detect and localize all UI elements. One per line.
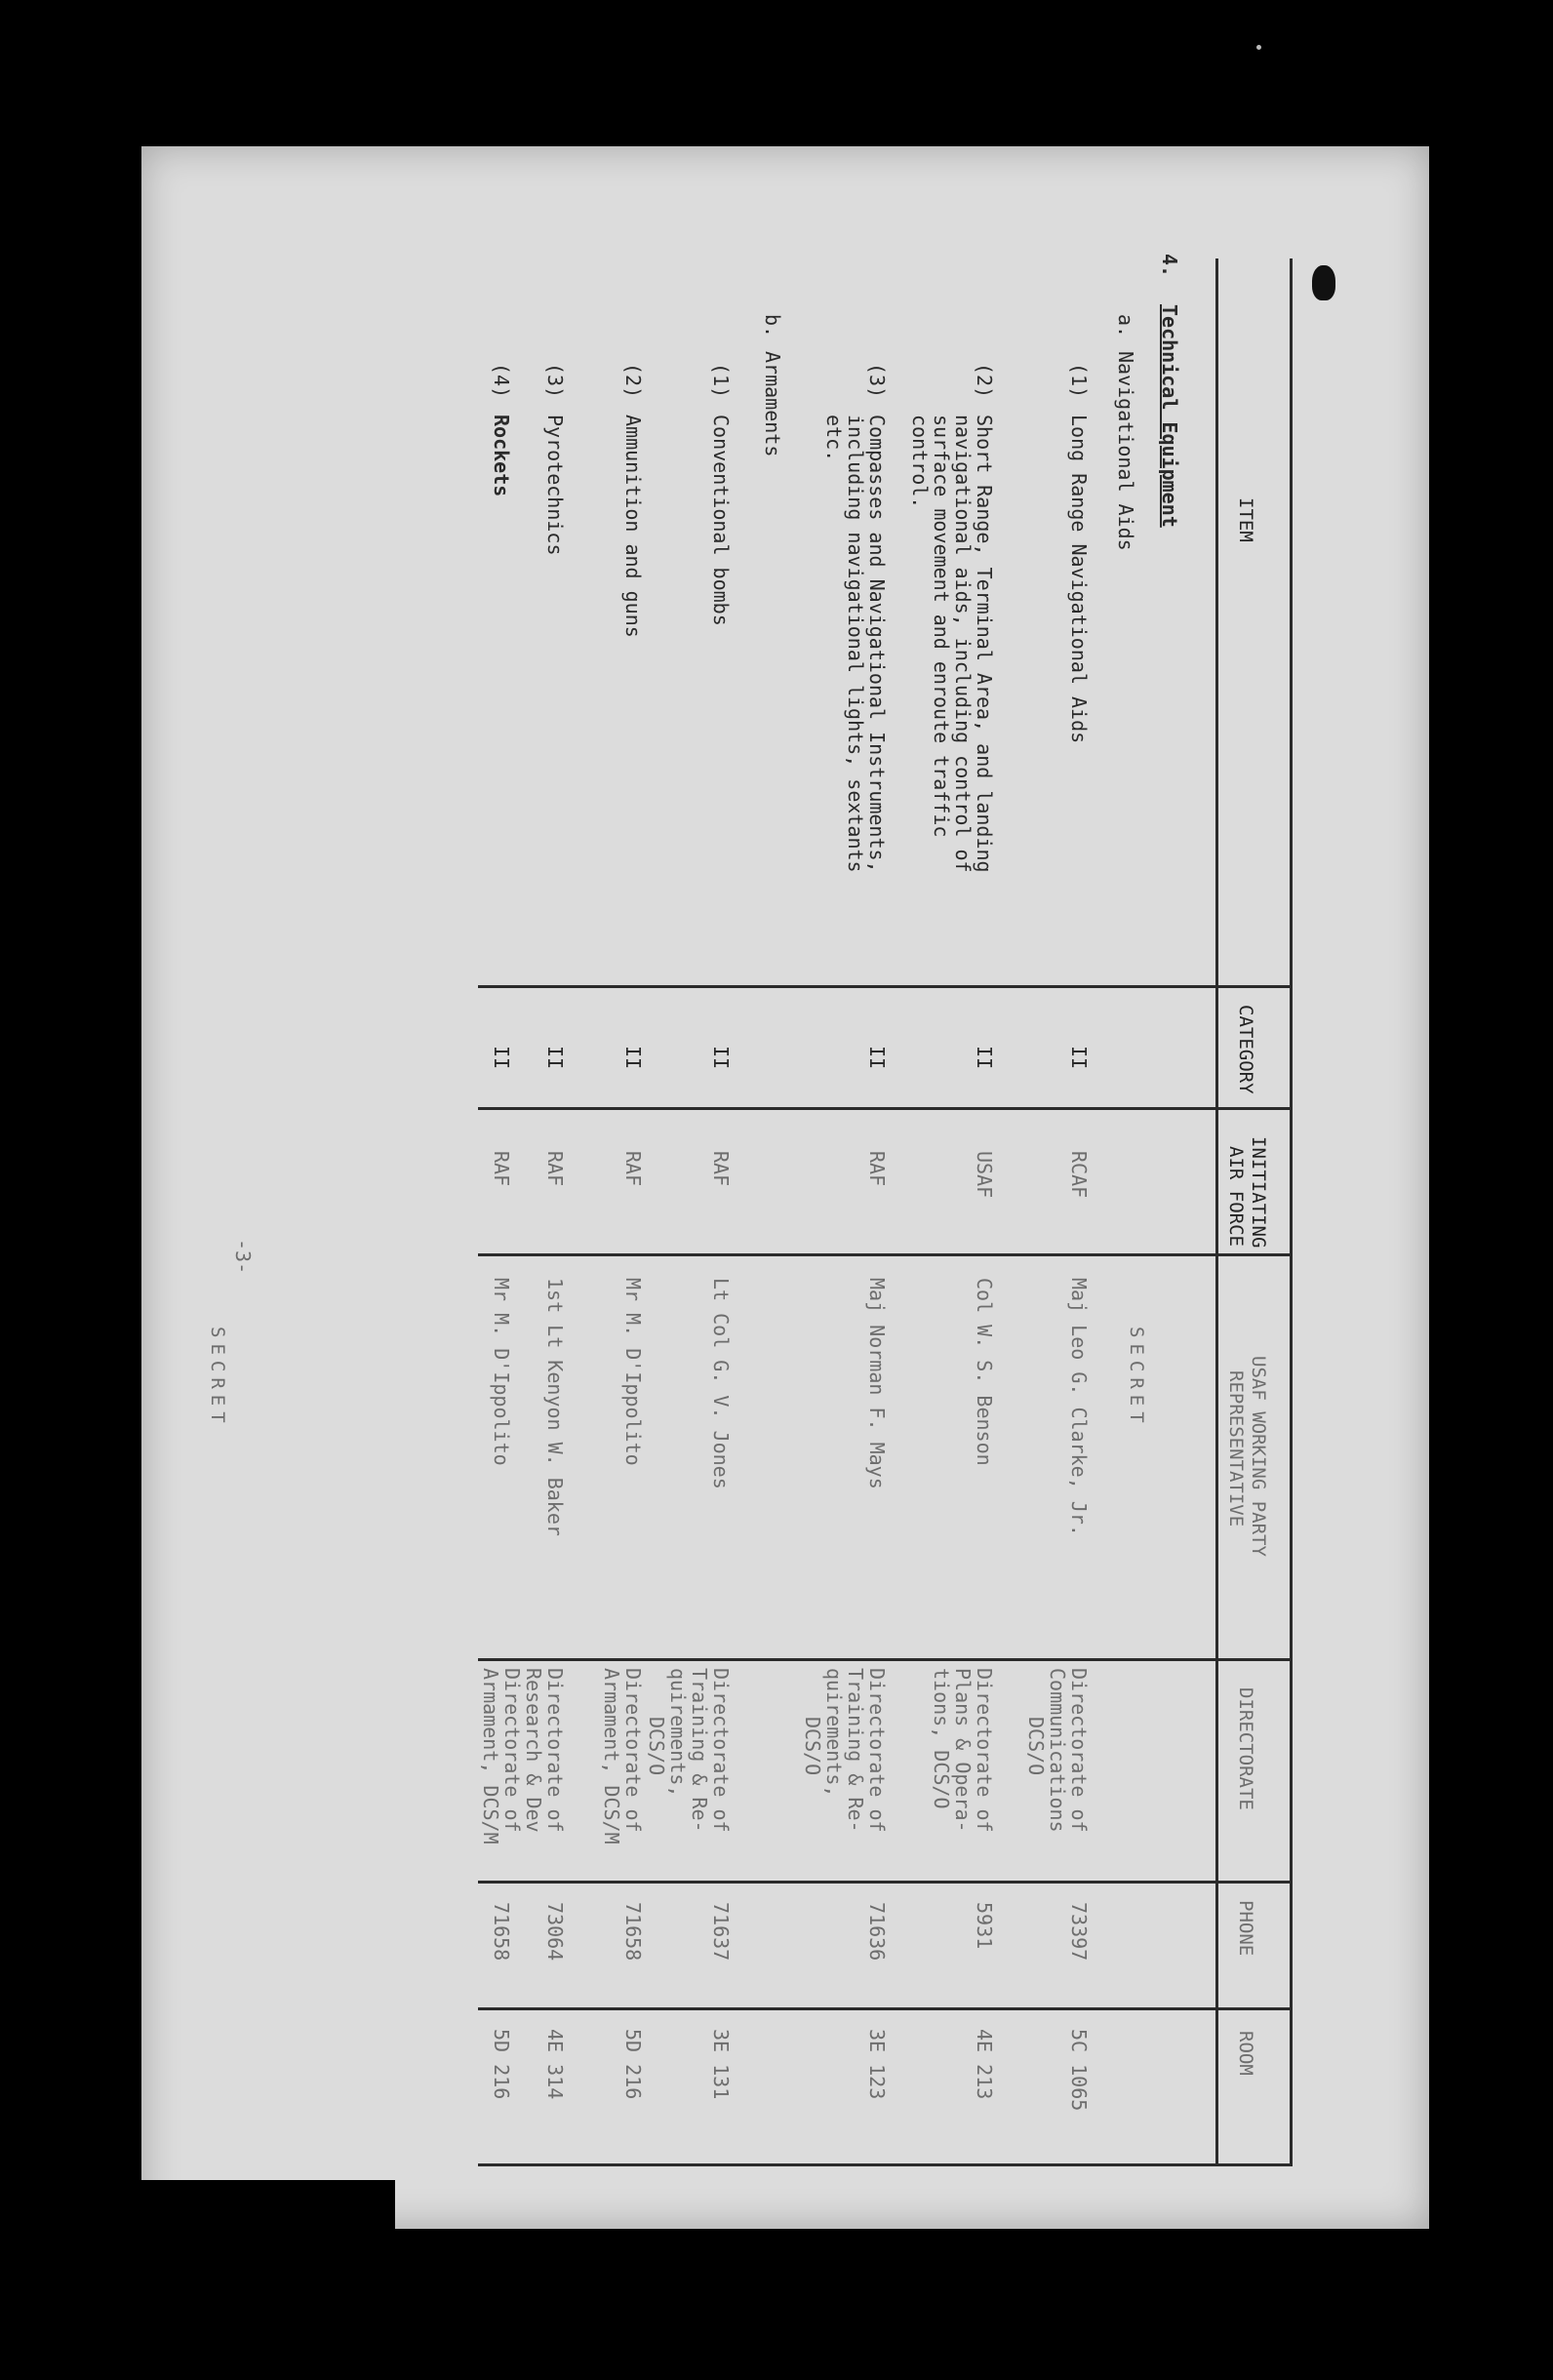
row-5-item: Ammunition and guns: [621, 415, 645, 638]
header-directorate: DIRECTORATE: [1235, 1687, 1256, 1810]
column-rule-category: [478, 985, 1293, 988]
page-number: -3-: [231, 1239, 255, 1275]
subsection-b-number: b.: [761, 314, 784, 338]
row-5-directorate-line1: Directorate of: [621, 1668, 645, 1833]
header-air-force: AIR FORCE: [1225, 1146, 1247, 1247]
row-5-directorate-line2: Armament, DCS/M: [600, 1668, 623, 1844]
row-7-room: 5D 216: [490, 2029, 513, 2100]
row-3-room: 3E 123: [865, 2029, 889, 2100]
row-5-air-force: RAF: [621, 1151, 645, 1187]
row-3-representative: Maj Norman F. Mays: [865, 1278, 889, 1489]
row-1-item: Long Range Navigational Aids: [1067, 415, 1091, 744]
row-3-category: II: [865, 1046, 889, 1070]
row-2-room: 4E 213: [973, 2029, 996, 2100]
column-rule-phone: [478, 1881, 1293, 1884]
row-6-air-force: RAF: [543, 1151, 567, 1187]
row-7-category: II: [490, 1046, 513, 1070]
header-bottom-rule: [1215, 258, 1218, 2165]
subsection-a-number: a.: [1114, 314, 1137, 338]
row-3-directorate-line2: Training & Re-: [844, 1668, 867, 1833]
row-3-directorate-line3: quirements,: [822, 1668, 846, 1798]
row-7-item: Rockets: [490, 415, 513, 497]
row-3-directorate-line1: Directorate of: [865, 1668, 889, 1833]
security-marking-bottom: SECRET: [207, 1327, 228, 1429]
row-7-directorate-line1: Directorate of: [500, 1668, 524, 1833]
row-5-category: II: [621, 1046, 645, 1070]
security-marking-top: SECRET: [1126, 1327, 1147, 1429]
header-item: ITEM: [1235, 497, 1256, 542]
row-1-phone: 73397: [1067, 1902, 1091, 1962]
row-2-item-line4: control.: [908, 415, 932, 509]
row-2-representative: Col W. S. Benson: [973, 1278, 996, 1466]
row-6-number: (3): [543, 363, 567, 399]
section-4-title: Technical Equipment: [1158, 304, 1181, 528]
row-3-item-line2: including navigational lights, sextants: [844, 415, 867, 873]
row-3-air-force: RAF: [865, 1151, 889, 1187]
rotated-table-content: [107, 224, 1293, 2204]
row-4-room: 3E 131: [709, 2029, 733, 2100]
section-4-number: 4.: [1158, 254, 1181, 278]
row-3-phone: 71636: [865, 1902, 889, 1962]
row-6-category: II: [543, 1046, 567, 1070]
header-rep-line2: REPRESENTATIVE: [1225, 1370, 1247, 1527]
row-2-number: (2): [973, 363, 996, 399]
row-2-directorate-line3: tions, DCS/O: [930, 1668, 953, 1809]
column-rule-room: [478, 2007, 1293, 2010]
row-6-representative: 1st Lt Kenyon W. Baker: [543, 1278, 567, 1536]
row-6-room: 4E 314: [543, 2029, 567, 2100]
subsection-a-title: Navigational Aids: [1114, 351, 1137, 551]
header-phone: PHONE: [1235, 1900, 1256, 1957]
dust-speck: [1256, 45, 1261, 50]
row-5-room: 5D 216: [621, 2029, 645, 2100]
row-3-item-line1: Compasses and Navigational Instruments,: [865, 415, 889, 873]
column-rule-right: [478, 2163, 1293, 2166]
row-2-category: II: [973, 1046, 996, 1070]
header-room: ROOM: [1235, 2031, 1256, 2076]
row-2-directorate-line2: Plans & Opera-: [951, 1668, 975, 1833]
header-initiating: INITIATING: [1248, 1136, 1269, 1249]
row-6-directorate-line2: Research & Dev: [522, 1668, 545, 1833]
row-7-representative: Mr M. D'Ippolito: [490, 1278, 513, 1466]
row-7-air-force: RAF: [490, 1151, 513, 1187]
ink-blot: [1312, 265, 1335, 300]
row-3-number: (3): [865, 363, 889, 399]
row-1-category: II: [1067, 1046, 1091, 1070]
row-5-representative: Mr M. D'Ippolito: [621, 1278, 645, 1466]
row-1-air-force: RCAF: [1067, 1151, 1091, 1199]
column-rule-air-force: [478, 1107, 1293, 1110]
row-4-directorate-line2: Training & Re-: [688, 1668, 711, 1833]
row-4-directorate-line1: Directorate of: [709, 1668, 733, 1833]
column-rule-representative: [478, 1253, 1293, 1256]
row-7-number: (4): [490, 363, 513, 399]
row-1-directorate-line3: DCS/O: [1024, 1717, 1048, 1776]
row-2-item-line3: surface movement and enroute traffic: [930, 415, 953, 838]
row-2-item-line2: navigational aids, including control of: [951, 415, 975, 873]
row-2-directorate-line1: Directorate of: [973, 1668, 996, 1833]
row-2-air-force: USAF: [973, 1151, 996, 1199]
header-rep-line1: USAF WORKING PARTY: [1248, 1356, 1269, 1557]
row-3-item-line3: etc.: [822, 415, 846, 462]
row-1-room: 5C 1065: [1067, 2029, 1091, 2112]
row-5-phone: 71658: [621, 1902, 645, 1962]
row-4-directorate-line4: DCS/O: [645, 1717, 668, 1776]
row-1-directorate-line2: Communications: [1046, 1668, 1069, 1833]
row-6-directorate-line1: Directorate of: [543, 1668, 567, 1833]
row-7-directorate-line2: Armament, DCS/M: [479, 1668, 502, 1844]
row-6-phone: 73064: [543, 1902, 567, 1962]
row-2-phone: 5931: [973, 1902, 996, 1950]
row-2-item-line1: Short Range, Terminal Area, and landing: [973, 415, 996, 873]
row-1-number: (1): [1067, 363, 1091, 399]
row-4-directorate-line3: quirements,: [666, 1668, 690, 1798]
row-4-item: Conventional bombs: [709, 415, 733, 626]
row-5-number: (2): [621, 363, 645, 399]
row-4-phone: 71637: [709, 1902, 733, 1962]
row-6-item: Pyrotechnics: [543, 415, 567, 556]
row-4-representative: Lt Col G. V. Jones: [709, 1278, 733, 1489]
row-4-air-force: RAF: [709, 1151, 733, 1187]
row-4-number: (1): [709, 363, 733, 399]
table-top-rule: [1290, 258, 1293, 2165]
subsection-b-title: Armaments: [761, 351, 784, 457]
header-category: CATEGORY: [1235, 1005, 1256, 1094]
row-3-directorate-line4: DCS/O: [801, 1717, 824, 1776]
column-rule-directorate: [478, 1658, 1293, 1661]
row-1-representative: Maj Leo G. Clarke, Jr.: [1067, 1278, 1091, 1536]
row-1-directorate-line1: Directorate of: [1067, 1668, 1091, 1833]
row-7-phone: 71658: [490, 1902, 513, 1962]
row-4-category: II: [709, 1046, 733, 1070]
